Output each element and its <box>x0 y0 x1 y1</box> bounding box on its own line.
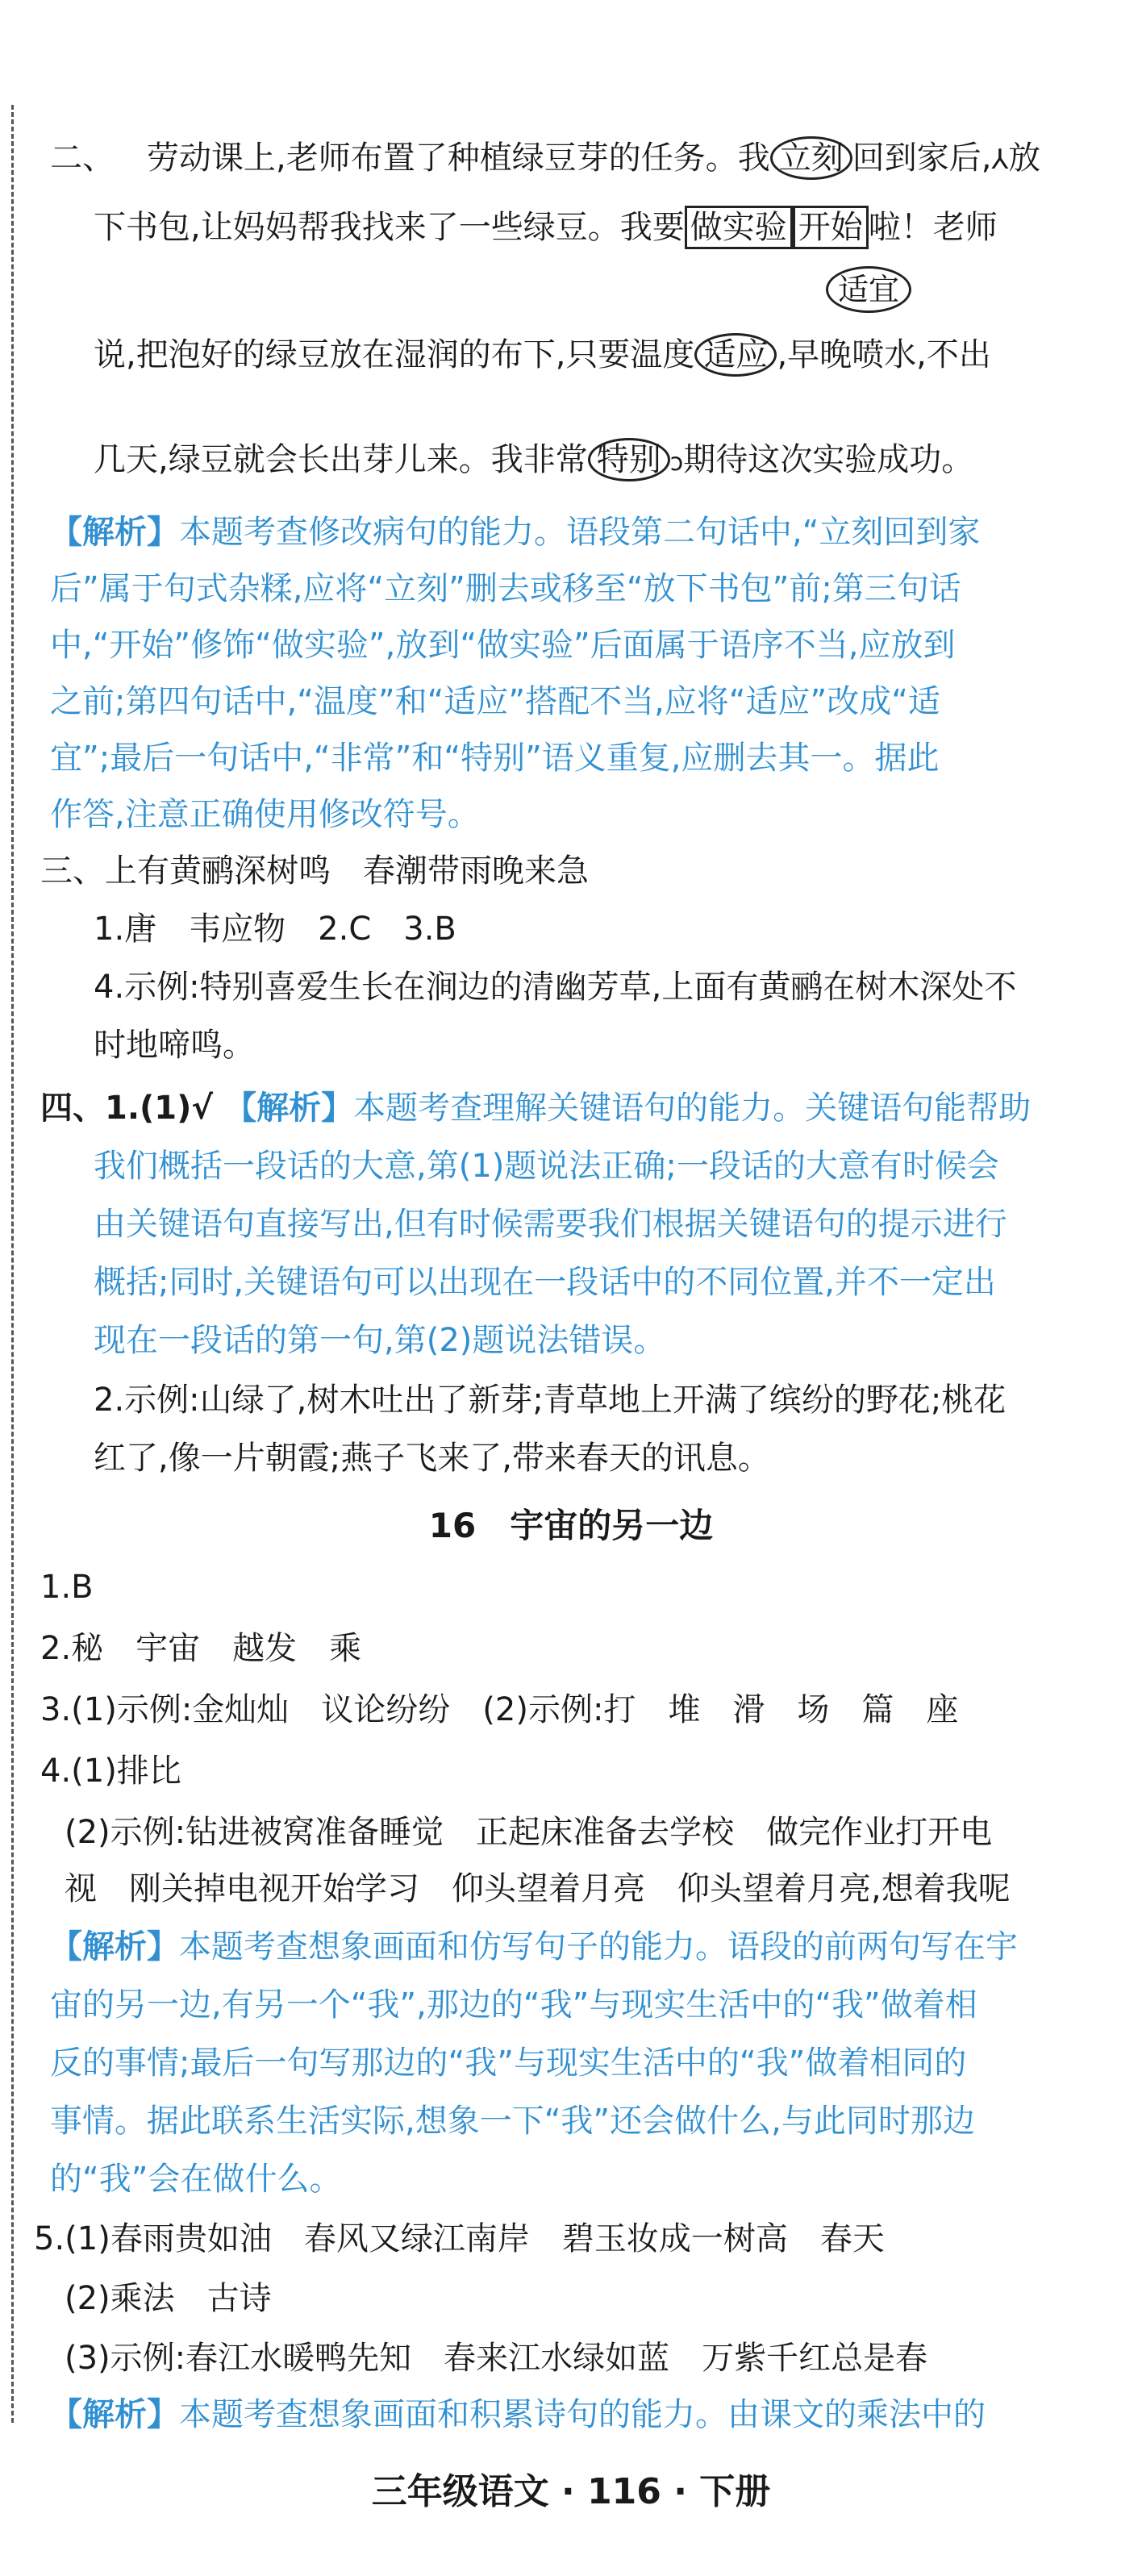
l16-q4: 4.(1)排比 <box>40 1753 181 1790</box>
sec2-analysis-3: 中,“开始”修饰“做实验”,放到“做实验”后面属于语序不当,应放到 <box>50 627 956 664</box>
l16-q3: 3.(1)示例:金灿灿 议论纷纷 (2)示例:打 堆 滑 场 篇 座 <box>40 1691 959 1728</box>
sec2-line3: 说,把泡好的绿豆放在湿润的布下,只要温度 适应 ,早晚喷水,不出 <box>94 332 991 377</box>
sec2-line2: 下书包,让妈妈帮我找来了一些绿豆。我要 做实验 开始 啦！老师 <box>94 205 998 250</box>
l16-q5a: 5.(1)春雨贵如油 春风又绿江南岸 碧玉妆成一树高 春天 <box>34 2220 885 2257</box>
l16-analysis-4: 事情。据此联系生活实际,想象一下“我”还会做什么,与此同时那边 <box>50 2103 975 2140</box>
l16-q1: 1.B <box>40 1569 94 1606</box>
sec4-analysis-4: 现在一段话的第一句,第(2)题说法错误。 <box>94 1322 666 1359</box>
l16-q2: 2.秘 宇宙 越发 乘 <box>40 1630 362 1667</box>
sec2-analysis-4: 之前;第四句话中,“温度”和“适应”搭配不当,应将“适应”改成“适 <box>50 683 940 720</box>
page-footer: 三年级语文 · 116 · 下册 <box>371 2471 771 2512</box>
l16-q5c: (3)示例:春江水暖鸭先知 春来江水绿如蓝 万紫千红总是春 <box>65 2340 928 2377</box>
l16-analysis-2: 宙的另一边,有另一个“我”,那边的“我”与现实生活中的“我”做着相 <box>50 1986 977 2024</box>
sec4-analysis-1: 我们概括一段话的大意,第(1)题说法正确;一段话的大意有时候会 <box>94 1148 999 1185</box>
l16-q5b: (2)乘法 古诗 <box>65 2280 272 2317</box>
dashed-cut-line <box>11 105 14 2423</box>
analysis-tag: 【解析】 <box>50 2396 179 2433</box>
circled-word-shiying: 适应 <box>694 333 777 377</box>
insert-mark: ⅄ <box>991 144 1009 176</box>
l16-q4b: (2)示例:钻进被窝准备睡觉 正起床准备去学校 做完作业打开电 <box>65 1814 993 1851</box>
sec2-line4: 几天,绿豆就会长出芽儿来。我非常 特别 ↄ期待这次实验成功。 <box>94 437 973 486</box>
sec4-analysis-2: 由关键语句直接写出,但有时候需要我们根据关键语句的提示进行 <box>94 1206 1007 1243</box>
l16-analysis-6: 【解析】本题考查想象画面和积累诗句的能力。由课文的乘法中的 <box>50 2396 986 2433</box>
boxed-word-kaishi: 开始 <box>793 206 869 249</box>
sec3-line3: 4.示例:特别喜爱生长在涧边的清幽芳草,上面有黄鹂在树木深处不 <box>94 969 1017 1006</box>
l16-analysis-1: 【解析】本题考查想象画面和仿写句子的能力。语段的前两句写在宇 <box>50 1928 1018 1965</box>
sec3-line4: 时地啼鸣。 <box>94 1027 255 1064</box>
sec2-number: 二、 <box>50 140 115 177</box>
sec2-analysis-1: 【解析】本题考查修改病句的能力。语段第二句话中,“立刻回到家 <box>50 514 981 551</box>
sec4-line1: 四、1.(1)√ 【解析】本题考查理解关键语句的能力。关键语句能帮助 <box>40 1090 1032 1127</box>
sec2-analysis-6: 作答,注意正确使用修改符号。 <box>50 796 480 833</box>
lesson-title: 16 宇宙的另一边 <box>428 1506 714 1545</box>
l16-analysis-3: 反的事情;最后一句写那边的“我”与现实生活中的“我”做着相同的 <box>50 2045 967 2082</box>
sec2-analysis-2: 后”属于句式杂糅,应将“立刻”删去或移至“放下书包”前;第三句话 <box>50 570 961 607</box>
circled-word-likè: 立刻 <box>770 136 852 180</box>
sec2-analysis-5: 宜”;最后一句话中,“非常”和“特别”语义重复,应删去其一。据此 <box>50 740 940 777</box>
boxed-word-zuoshiyan: 做实验 <box>685 206 793 249</box>
sec3-line2: 1.唐 韦应物 2.C 3.B <box>94 911 456 948</box>
l16-analysis-5: 的“我”会在做什么。 <box>50 2161 342 2198</box>
sec4-analysis-3: 概括;同时,关键语句可以出现在一段话中的不同位置,并不一定出 <box>94 1264 996 1301</box>
l16-q4c: 视 刚关掉电视开始学习 仰头望着月亮 仰头望着月亮,想着我呢 <box>65 1870 1011 1907</box>
analysis-tag: 【解析】 <box>50 1928 179 1965</box>
analysis-tag: 【解析】 <box>50 514 179 551</box>
sec3-line1: 三、上有黄鹂深树鸣 春潮带雨晚来急 <box>40 852 589 890</box>
analysis-tag: 【解析】 <box>224 1090 354 1127</box>
sec2-line1: 二、 劳动课上,老师布置了种植绿豆芽的任务。我 立刻 回到家后,⅄放 <box>50 135 1040 182</box>
delete-mark-icon: ↄ <box>669 448 684 477</box>
correction-word-shiyi: 适宜 <box>826 266 911 313</box>
sec4-q2-line2: 红了,像一片朝霞;燕子飞来了,带来春天的讯息。 <box>94 1440 770 1477</box>
sec4-q2-line1: 2.示例:山绿了,树木吐出了新芽;青草地上开满了缤纷的野花;桃花 <box>94 1382 1007 1419</box>
circled-word-tebie: 特别 <box>588 438 670 481</box>
